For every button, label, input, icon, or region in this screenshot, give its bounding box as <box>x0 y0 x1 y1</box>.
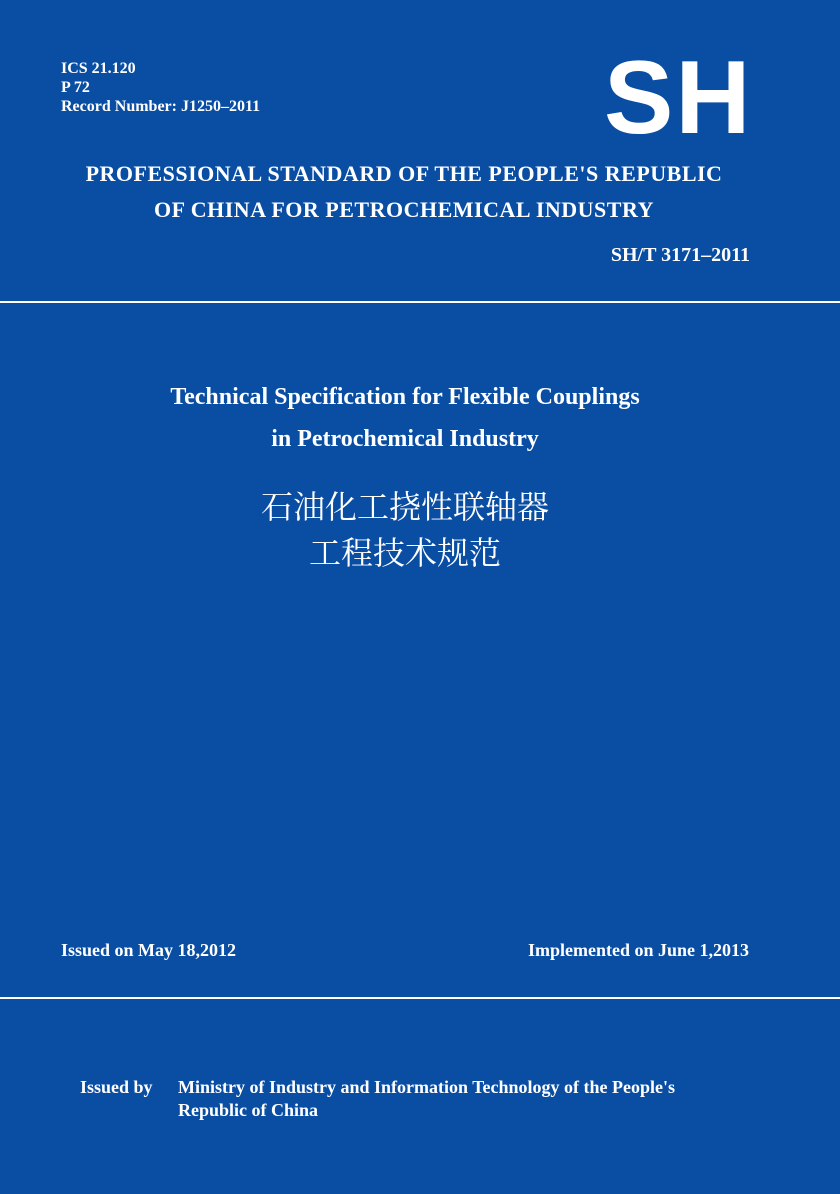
ics-code: ICS 21.120 <box>61 60 136 77</box>
chinese-title <box>0 484 810 576</box>
standard-title-line2: OF CHINA FOR PETROCHEMICAL INDUSTRY <box>154 197 654 222</box>
chinese-title-line2: 工程技术规范 <box>308 534 501 572</box>
chinese-title-line1: 石油化工挠性联轴器 <box>260 488 549 526</box>
sh-logo: SH <box>604 40 753 156</box>
implemented-date: Implemented on June 1,2013 <box>527 940 749 960</box>
standard-code: SH/T 3171–2011 <box>610 244 750 266</box>
p-code: P 72 <box>61 79 90 96</box>
issuer-name-line2: Republic of China <box>178 1100 319 1120</box>
issuer-name <box>178 1076 748 1122</box>
document-metadata <box>61 59 260 116</box>
standard-title-line1: PROFESSIONAL STANDARD OF THE PEOPLE'S REPUBLIC <box>85 161 723 186</box>
bottom-divider <box>0 997 840 999</box>
english-title-line1: Technical Specification for Flexible Couplings <box>170 384 640 410</box>
issuer-block <box>80 1076 748 1122</box>
english-title-line2: in Petrochemical Industry <box>271 426 539 452</box>
standard-title <box>0 156 808 228</box>
issued-date: Issued on May 18,2012 <box>61 940 237 960</box>
issuer-label: Issued by <box>80 1077 153 1097</box>
record-number: Record Number: J1250–2011 <box>61 98 261 115</box>
issuer-name-line1: Ministry of Industry and Information Technology of the People's <box>178 1077 676 1097</box>
english-title <box>0 376 810 460</box>
top-divider <box>0 301 840 303</box>
